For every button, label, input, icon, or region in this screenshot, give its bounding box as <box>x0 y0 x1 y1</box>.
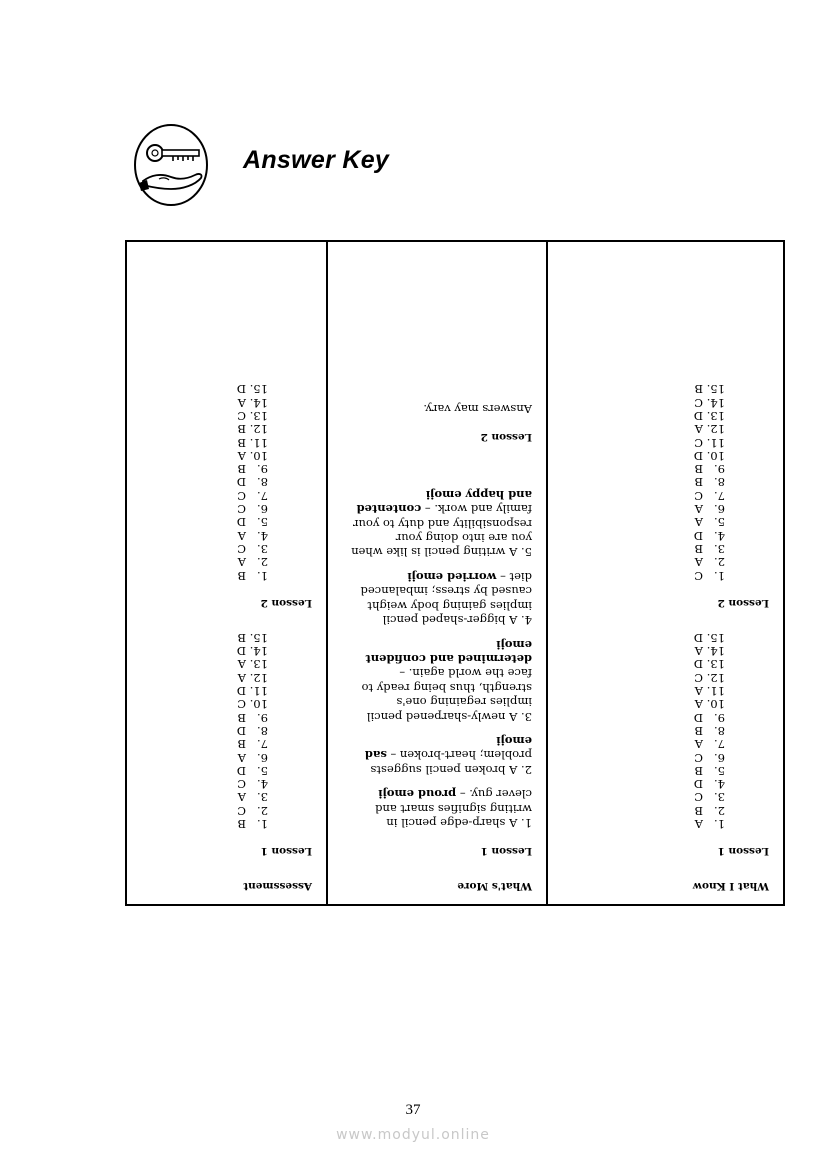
list-item: 12. A <box>694 422 725 437</box>
what-i-know-column <box>546 240 785 906</box>
list-item: 2. B <box>694 803 725 818</box>
list-item: 14. A <box>694 644 725 659</box>
page-title: Answer Key <box>243 146 390 174</box>
list-item: 4. A <box>237 528 268 543</box>
list-item: 4. D <box>693 528 725 543</box>
list-item: 13. C <box>237 408 268 423</box>
lesson-heading: Lesson 2 <box>260 596 312 609</box>
list-item: 10. A <box>694 697 725 712</box>
column-title: Assessment <box>243 880 312 892</box>
list-item: 13. D <box>693 408 725 423</box>
page-number: 37 <box>405 1102 421 1118</box>
list-item: 10. C <box>237 697 268 712</box>
list-item: 11. B <box>237 435 268 450</box>
lesson-heading: Lesson 2 <box>717 596 769 609</box>
answer-list <box>139 382 268 581</box>
lesson-heading: Lesson 2 <box>480 431 532 444</box>
list-item: 3. C <box>237 541 268 556</box>
answer-item: 1. A sharp-edge pencil in writing signifies smart and clever guy. – proud emoji <box>375 787 532 830</box>
list-item: 3. B <box>694 541 725 556</box>
list-item: 4. C <box>237 777 268 792</box>
list-item: 13. D <box>693 657 725 672</box>
list-item: 5. B <box>694 763 725 778</box>
watermark: www.modyul.online <box>336 1127 490 1143</box>
list-item: 10. A <box>237 448 268 463</box>
column-title: What's More <box>457 880 532 892</box>
list-item: 6. C <box>237 502 268 517</box>
list-item: 8. B <box>694 475 725 490</box>
assessment-column <box>125 240 328 906</box>
list-item: 14. D <box>236 644 268 659</box>
list-item: 6. A <box>237 750 268 765</box>
list-item: 10. D <box>693 448 725 463</box>
list-item: 7. C <box>237 488 268 503</box>
list-item: 15. B <box>237 630 268 645</box>
list-item: 9. B <box>237 462 268 477</box>
list-item: 13. A <box>237 657 268 672</box>
answer-list <box>139 631 268 830</box>
list-item: 1. B <box>237 568 268 583</box>
list-item: 7. A <box>694 737 725 752</box>
list-item: 8. D <box>236 475 268 490</box>
list-item: 1. C <box>694 568 725 583</box>
lesson-heading: Lesson 1 <box>480 845 532 857</box>
list-item: 7. B <box>237 737 268 752</box>
list-item: 11. D <box>236 684 268 699</box>
list-item: 9. B <box>694 462 725 477</box>
answer-item: Answers may vary. <box>423 402 532 417</box>
list-item: 15. D <box>693 630 725 645</box>
list-item: 6. C <box>694 750 725 765</box>
list-item: 7. C <box>694 488 725 503</box>
list-item: 2. C <box>237 803 268 818</box>
answer-list <box>560 382 725 581</box>
list-item: 12. B <box>237 422 268 437</box>
list-item: 1. A <box>694 817 725 831</box>
list-item: 5. D <box>236 763 268 778</box>
answer-key-table <box>125 240 785 906</box>
list-item: 8. B <box>694 723 725 738</box>
list-item: 9. B <box>237 710 268 725</box>
list-item: 6. A <box>694 502 725 517</box>
list-item: 12. A <box>237 670 268 685</box>
lesson-heading: Lesson 1 <box>717 845 769 857</box>
list-item: 14. C <box>694 395 725 410</box>
list-item: 12. C <box>694 670 725 685</box>
list-item: 8. D <box>236 723 268 738</box>
column-title: What I Know <box>692 880 769 892</box>
list-item: 9. D <box>693 710 725 725</box>
list-item: 15. B <box>694 382 725 397</box>
list-item: 2. A <box>237 555 268 570</box>
list-item: 1. B <box>237 817 268 831</box>
key-in-hand-icon <box>133 123 209 207</box>
whats-more-column <box>326 240 548 906</box>
list-item: 3. C <box>694 790 725 805</box>
answer-list <box>560 631 725 830</box>
list-item: 15. D <box>236 382 268 397</box>
list-item: 11. A <box>694 684 725 699</box>
list-item: 14. A <box>237 395 268 410</box>
list-item: 5. A <box>694 515 725 530</box>
list-item: 5. D <box>236 515 268 530</box>
list-item: 2. A <box>694 555 725 570</box>
list-item: 11. C <box>694 435 725 450</box>
list-item: 4. D <box>693 777 725 792</box>
answer-item: 3. A newly-sharpened pencil implies regaining one's strength, thus being ready to face the world again. – determined and confident emoji <box>361 637 532 724</box>
list-item: 3. A <box>237 790 268 805</box>
answer-item: 2. A broken pencil suggests problem; heart-broken – sad emoji <box>364 733 532 777</box>
lesson-heading: Lesson 1 <box>260 845 312 857</box>
answer-item: 4. A bigger-shaped pencil implies gaining body weight caused by stress; imbalanced diet – worried emoji <box>360 569 532 628</box>
answer-item: 5. A writing pencil is like when you are into doing your responsibility and duty to your family and work. – contented and happy emoji <box>351 487 532 560</box>
